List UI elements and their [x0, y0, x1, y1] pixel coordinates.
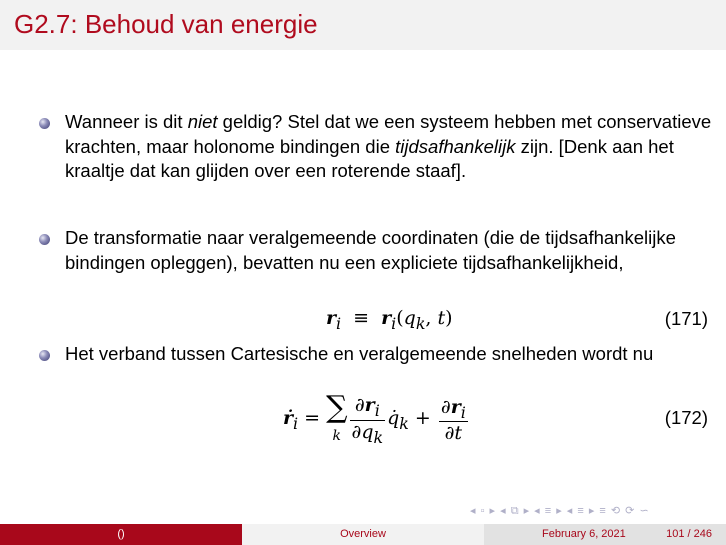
equation-number-171: (171)	[664, 308, 708, 329]
equation-171: $r_i \equiv r_i(q_k$, t)	[326, 307, 453, 333]
emphasis-niet: niet	[187, 111, 218, 132]
title-bar	[0, 0, 726, 50]
bullet-icon	[39, 350, 50, 361]
footer-info	[484, 524, 726, 545]
emphasis-tijdsafhankelijk: tijdsafhankelijk	[395, 135, 516, 157]
bullet-item-2: De transformatie naar veralgemeende coordinaten (die de tijdsafhankelijke bindingen opleggen), bevatten nu een expliciete tijdsafhankelijkheid,	[65, 227, 676, 273]
bullet-icon	[39, 234, 50, 245]
page-number: 101 / 246	[666, 528, 712, 540]
footer-author: ()	[0, 524, 242, 545]
bullet-icon	[39, 118, 50, 129]
slide-title: G2.7: Behoud van energie	[14, 9, 318, 39]
footer	[0, 524, 726, 545]
bullet-item-1: Wanneer is dit niet geldig? Stel dat we een systeem hebben met conservatieve krachten, maar holonome bindingen die tijdsafhankelijk zijn. [Denk aan het kraaltje dat kan glijden over een roterende staaf].	[65, 111, 712, 181]
footer-date: February 6, 2021	[542, 528, 626, 540]
footer-section: Overview	[242, 524, 484, 545]
equation-172: ṙ$_i$ = ∑ k $\frac{\partial r_i}{\partial q_k}$ $q̇_k$ + $\frac{\partial r_i}{\partial t}$	[283, 390, 466, 447]
navigation-symbols[interactable]: ◂ ▫ ▸ ◂ ⧉ ▸ ◂ ≡ ▸ ◂ ≡ ▸ ≡ ⟲ ⟳ ∽	[470, 505, 650, 517]
bullet-item-3: Het verband tussen Cartesische en veralgemeende snelheden wordt nu	[65, 343, 654, 364]
equation-number-172: (172)	[664, 407, 708, 428]
